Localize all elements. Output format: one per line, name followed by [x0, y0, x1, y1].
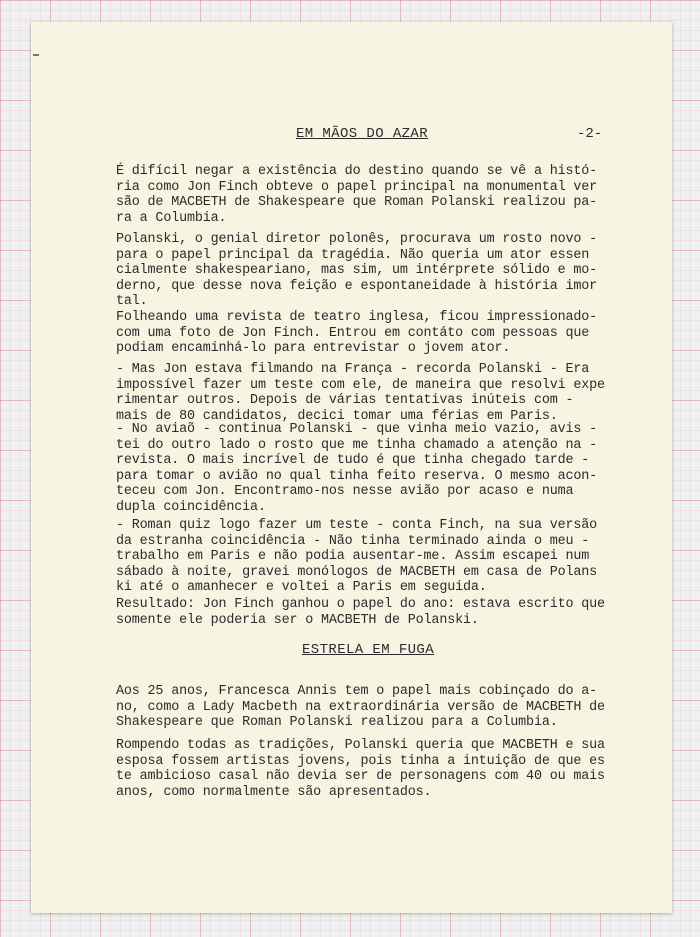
- paragraph-5: - No aviaõ - continua Polanski - que vinha meio vazio, avis - tei do outro lado o rosto que me tinha chamado a atenção na - revista. O mais incrível de tudo é que tinha chegado tarde - para tomar o avião no qual tinha feito reserva. O mesmo acon- teceu com Jon. Encontramo-nos nesse avião por acaso e numa dupla coincidência.: [116, 422, 598, 515]
- paragraph-4: - Mas Jon estava filmando na França - recorda Polanski - Era impossível fazer um teste com ele, de maneira que resolvi expe rimentar outros. Depois de várias tentativas inúteis com - mais de 80 candidatos, decici tomar uma férias em Paris.: [116, 362, 605, 424]
- paragraph-7: Resultado: Jon Finch ganhou o papel do ano: estava escrito que somente ele poderia ser o MACBETH de Polanski.: [116, 597, 605, 628]
- document-page: [31, 22, 672, 913]
- paragraph-6: - Roman quiz logo fazer um teste - conta Finch, na sua versão da estranha coincidência - Não tinha terminado ainda o meu - trabalho em Paris e não podia ausentar-me. Assim escapei num sábado à noite, gravei monólogos de MACBETH em casa de Polans ki até o amanhecer e voltei a Paris em seguida.: [116, 518, 598, 595]
- pencil-mark: [33, 54, 39, 56]
- paragraph-1: É difícil negar a existência do destino quando se vê a histó- ria como Jon Finch obteve o papel principal na monumental ver são de MACBETH de Shakespeare que Roman Polanski realizou pa- ra a Columbia.: [116, 164, 598, 226]
- page-title: EM MÃOS DO AZAR: [296, 126, 429, 142]
- paragraph-8: Aos 25 anos, Francesca Annis tem o papel mais cobinçado do a- no, como a Lady Macbeth na extraordinária versão de MACBETH de Shakespeare que Roman Polanski realizou para a Columbia.: [116, 684, 605, 730]
- paragraph-9: Rompendo todas as tradições, Polanski queria que MACBETH e sua esposa fossem artistas jovens, pois tinha a intuição de que es te ambicioso casal não devia ser de personagens com 40 ou mais anos, como normalmente são apresentados.: [116, 738, 605, 800]
- paragraph-3: Folheando uma revista de teatro inglesa, ficou impressionado- com uma foto de Jon Finch. Entrou em contáto com pessoas que podiam encaminhá-lo para entrevistar o jovem ator.: [116, 310, 598, 356]
- paragraph-2: Polanski, o genial diretor polonês, procurava um rosto novo - para o papel principal da tragédia. Não queria um ator essen cialmente shakespeariano, mas sim, um intérprete sólido e mo- derno, que desse nova feição e espontaneidade à história imor tal.: [116, 232, 598, 309]
- section-title: ESTRELA EM FUGA: [302, 642, 435, 658]
- page-number: -2-: [577, 126, 603, 142]
